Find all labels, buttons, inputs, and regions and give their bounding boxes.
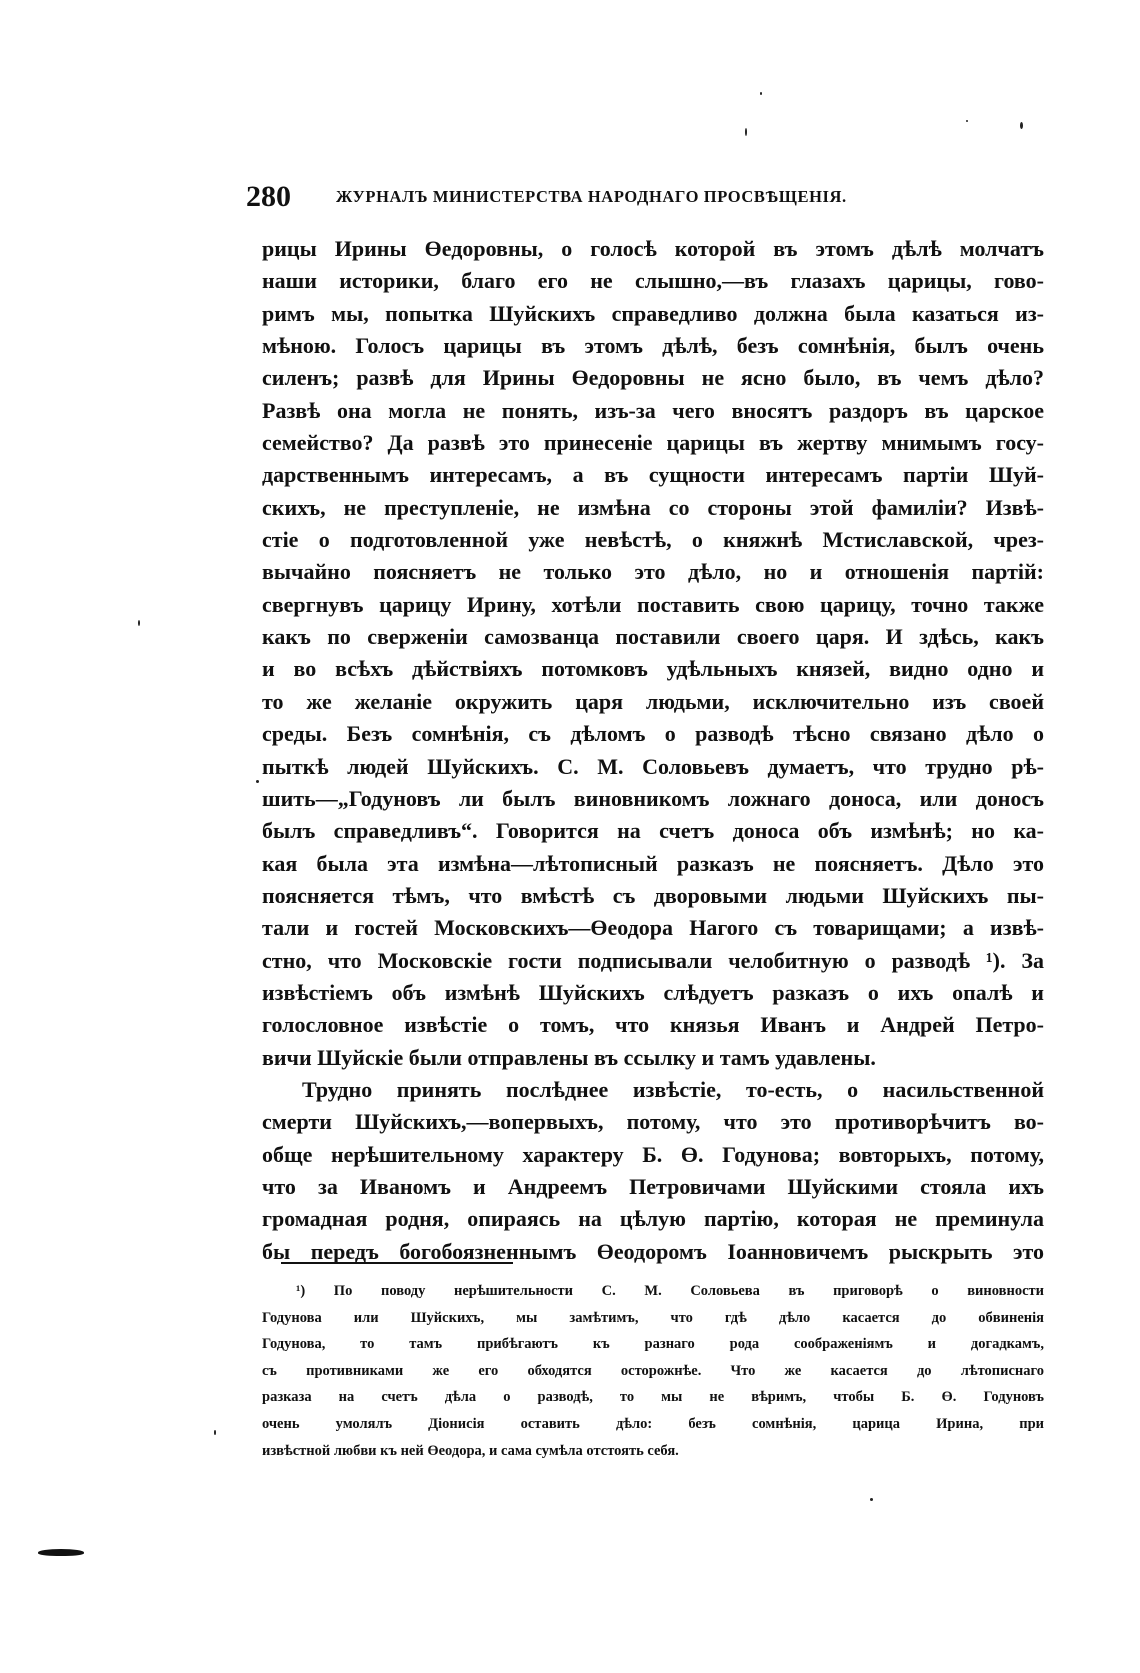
footnote-line: извѣстной любви къ ней Өеодора, и сама сумѣла отстоять себя. bbox=[262, 1442, 679, 1459]
footnote-divider bbox=[281, 1262, 513, 1264]
text-line: вычайно поясняетъ не только это дѣло, но и отношенія партій: bbox=[262, 559, 1044, 585]
text-line: голословное извѣстіе о томъ, что князья Иванъ и Андрей Петро- bbox=[262, 1012, 1044, 1038]
text-line: обще нерѣшительному характеру Б. Ө. Годунова; вовторыхъ, потому, bbox=[262, 1141, 1044, 1167]
scan-speck bbox=[1020, 122, 1023, 129]
text-line: тали и гостей Московскихъ—Өеодора Нагого съ товарищами; а извѣ- bbox=[262, 915, 1044, 941]
text-line: вичи Шуйскіе были отправлены въ ссылку и тамъ удавлены. bbox=[262, 1044, 876, 1070]
text-line: Трудно принять послѣднее извѣстіе, то-есть, о насильственной bbox=[302, 1076, 1044, 1102]
text-line: скихъ, не преступленіе, не измѣна со стороны этой фамиліи? Извѣ- bbox=[262, 494, 1044, 520]
text-line: свергнувъ царицу Ирину, хотѣли поставить свою царицу, точно также bbox=[262, 591, 1044, 617]
scan-smudge bbox=[38, 1549, 84, 1556]
footnote-line: ¹) По поводу нерѣшительности С. М. Соловьева въ приговорѣ о виновности bbox=[296, 1283, 1044, 1299]
footnote-line: съ противниками же его обходятся осторожнѣе. Что же касается до лѣтописнаго bbox=[262, 1362, 1044, 1379]
text-line: среды. Безъ сомнѣнія, съ дѣломъ о разводѣ тѣсно связано дѣло о bbox=[262, 721, 1044, 747]
text-line: былъ справедливъ“. Говорится на счетъ доноса объ измѣнѣ; но ка- bbox=[262, 818, 1044, 844]
scan-speck bbox=[214, 1430, 216, 1435]
text-line: семейство? Да развѣ это принесеніе царицы въ жертву мнимымъ госу- bbox=[262, 430, 1044, 456]
text-line: то же желаніе окружить царя людьми, исключительно изъ своей bbox=[262, 688, 1044, 714]
text-line: извѣстіемъ объ измѣнѣ Шуйскихъ слѣдуетъ разказъ о ихъ опалѣ и bbox=[262, 979, 1044, 1005]
running-title: ЖУРНАЛЪ МИНИСТЕРСТВА НАРОДНАГО ПРОСВѢЩЕНІЯ. bbox=[336, 187, 847, 206]
footnote-line: Годунова или Шуйскихъ, мы замѣтимъ, что гдѣ дѣло касается до обвиненія bbox=[262, 1309, 1044, 1326]
text-line: кая была эта измѣна—лѣтописный разказъ не поясняетъ. Дѣло это bbox=[262, 850, 1044, 876]
text-line: Развѣ она могла не понять, изъ-за чего вносятъ раздоръ въ царское bbox=[262, 397, 1044, 423]
scan-speck bbox=[138, 620, 140, 626]
text-line: мѣною. Голосъ царицы въ этомъ дѣлѣ, безъ сомнѣнія, былъ очень bbox=[262, 333, 1044, 359]
page-header bbox=[246, 180, 1066, 220]
scan-speck bbox=[870, 1498, 873, 1501]
text-line: что за Иваномъ и Андреемъ Петровичами Шуйскими стояла ихъ bbox=[262, 1173, 1044, 1199]
scan-speck bbox=[966, 120, 968, 122]
text-line: шить—„Годуновъ ли былъ виновникомъ ложнаго доноса, или доносъ bbox=[262, 785, 1044, 811]
text-line: силенъ; развѣ для Ирины Өедоровны не ясно было, въ чемъ дѣло? bbox=[262, 365, 1044, 391]
text-line: дарственнымъ интересамъ, а въ сущности интересамъ партіи Шуй- bbox=[262, 462, 1044, 488]
main-text bbox=[262, 233, 1044, 1268]
text-line: рицы Ирины Өедоровны, о голосѣ которой въ этомъ дѣлѣ молчатъ bbox=[262, 236, 1044, 261]
text-line: бы передъ богобоязненнымъ Өеодоромъ Іоанновичемъ рыскрыть это bbox=[262, 1238, 1044, 1264]
footnote-line: Годунова, то тамъ прибѣгаютъ къ разнаго рода соображеніямъ и догадкамъ, bbox=[262, 1336, 1044, 1353]
page-number: 280 bbox=[246, 180, 291, 213]
text-line: римъ мы, попытка Шуйскихъ справедливо должна была казаться из- bbox=[262, 300, 1044, 326]
scan-speck bbox=[256, 780, 259, 783]
footnote-line: разказа на счетъ дѣла о разводѣ, то мы не вѣримъ, чтобы Б. Ө. Годуновъ bbox=[262, 1389, 1044, 1406]
scan-speck bbox=[760, 92, 762, 95]
text-line: стіе о подготовленной уже невѣстѣ, о княжнѣ Мстиславской, чрез- bbox=[262, 527, 1044, 553]
footnote-block bbox=[262, 1278, 1044, 1464]
text-line: поясняется тѣмъ, что вмѣстѣ съ дворовыми людьми Шуйскихъ пы- bbox=[262, 882, 1044, 908]
text-line: стно, что Московскіе гости подписывали челобитную о разводѣ ¹). За bbox=[262, 947, 1044, 973]
text-line: смерти Шуйскихъ,—вопервыхъ, потому, что это противорѣчитъ во- bbox=[262, 1109, 1044, 1135]
scan-speck bbox=[745, 128, 747, 136]
text-line: какъ по сверженіи самозванца поставили своего царя. И здѣсь, какъ bbox=[262, 624, 1044, 650]
text-line: пыткѣ людей Шуйскихъ. С. М. Соловьевъ думаетъ, что трудно рѣ- bbox=[262, 753, 1044, 779]
text-line: наши историки, благо его не слышно,—въ глазахъ царицы, гово- bbox=[262, 268, 1044, 294]
footnote-line: очень умолялъ Діонисія оставить дѣло: безъ сомнѣнія, царица Ирина, при bbox=[262, 1415, 1044, 1432]
text-line: громадная родня, опираясь на цѣлую партію, которая не преминула bbox=[262, 1206, 1044, 1232]
text-line: и во всѣхъ дѣйствіяхъ потомковъ удѣльныхъ князей, видно одно и bbox=[262, 656, 1044, 682]
